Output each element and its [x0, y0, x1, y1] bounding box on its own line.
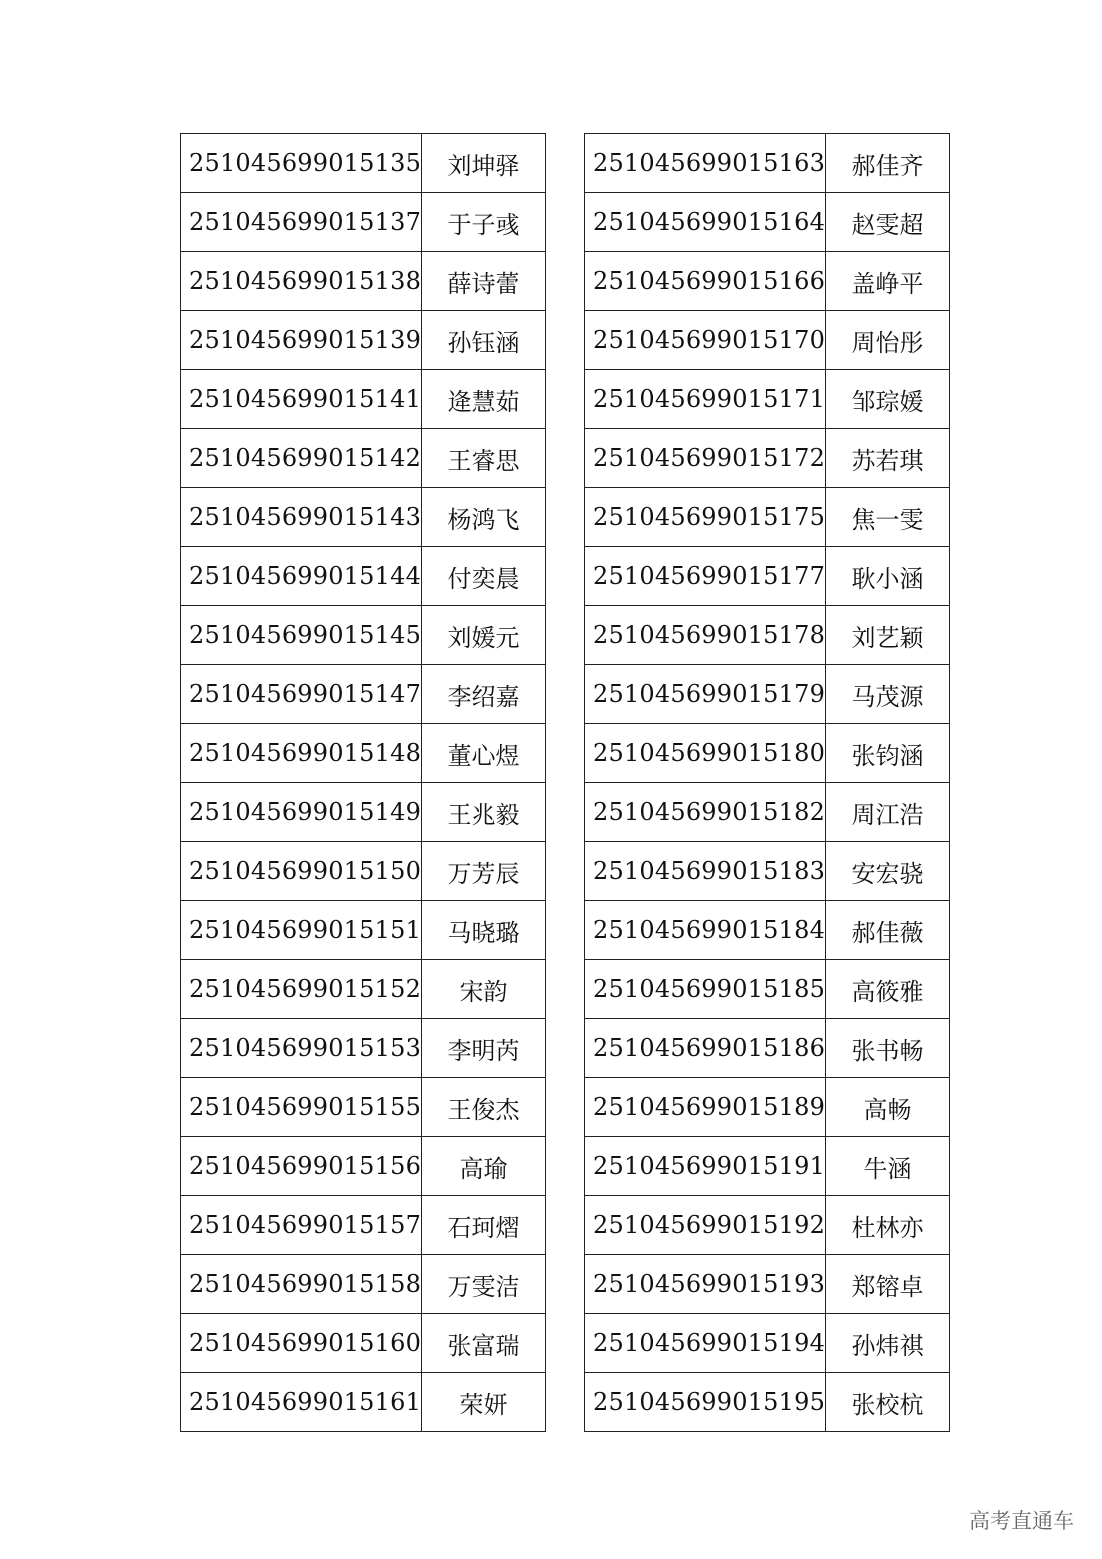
candidate-id-cell: 251045699015192 — [585, 1196, 826, 1255]
candidate-id-cell: 251045699015191 — [585, 1137, 826, 1196]
candidate-name-cell: 王睿思 — [422, 429, 546, 488]
watermark: 高考直通车 — [969, 1509, 1074, 1533]
table-row — [585, 724, 950, 783]
candidate-id-cell: 251045699015156 — [181, 1137, 422, 1196]
candidate-id-cell: 251045699015144 — [181, 547, 422, 606]
candidate-name-cell: 董心煜 — [422, 724, 546, 783]
candidate-id-cell: 251045699015189 — [585, 1078, 826, 1137]
candidate-id-cell: 251045699015150 — [181, 842, 422, 901]
candidate-name-cell: 周江浩 — [826, 783, 950, 842]
candidate-id-cell: 251045699015182 — [585, 783, 826, 842]
candidate-name-cell: 付奕晨 — [422, 547, 546, 606]
candidate-id-cell: 251045699015171 — [585, 370, 826, 429]
candidate-name-cell: 刘媛元 — [422, 606, 546, 665]
table-row — [181, 1196, 546, 1255]
candidate-name-cell: 宋韵 — [422, 960, 546, 1019]
candidate-id-cell: 251045699015175 — [585, 488, 826, 547]
table-row — [585, 134, 950, 193]
table-row — [181, 1373, 546, 1432]
table-row — [181, 665, 546, 724]
table-row — [181, 370, 546, 429]
table-row — [585, 370, 950, 429]
table-row — [181, 311, 546, 370]
candidate-name-cell: 高筱雅 — [826, 960, 950, 1019]
candidate-id-cell: 251045699015178 — [585, 606, 826, 665]
table-row — [585, 311, 950, 370]
candidate-name-cell: 王兆毅 — [422, 783, 546, 842]
candidate-id-cell: 251045699015153 — [181, 1019, 422, 1078]
table-row — [181, 547, 546, 606]
candidate-id-cell: 251045699015170 — [585, 311, 826, 370]
candidate-name-cell: 邹琮媛 — [826, 370, 950, 429]
candidate-name-cell: 王俊杰 — [422, 1078, 546, 1137]
candidate-name-cell: 孙钰涵 — [422, 311, 546, 370]
candidate-id-cell: 251045699015166 — [585, 252, 826, 311]
candidate-name-cell: 高畅 — [826, 1078, 950, 1137]
table-row — [181, 1255, 546, 1314]
candidate-id-cell: 251045699015158 — [181, 1255, 422, 1314]
candidate-id-cell: 251045699015160 — [181, 1314, 422, 1373]
candidate-name-cell: 周怡彤 — [826, 311, 950, 370]
right-roster-table — [584, 133, 950, 1432]
candidate-name-cell: 李明芮 — [422, 1019, 546, 1078]
candidate-name-cell: 薛诗蕾 — [422, 252, 546, 311]
candidate-name-cell: 耿小涵 — [826, 547, 950, 606]
candidate-id-cell: 251045699015179 — [585, 665, 826, 724]
candidate-id-cell: 251045699015177 — [585, 547, 826, 606]
candidate-name-cell: 万雯洁 — [422, 1255, 546, 1314]
candidate-id-cell: 251045699015161 — [181, 1373, 422, 1432]
table-row — [181, 429, 546, 488]
candidate-id-cell: 251045699015183 — [585, 842, 826, 901]
candidate-name-cell: 杜林亦 — [826, 1196, 950, 1255]
candidate-id-cell: 251045699015137 — [181, 193, 422, 252]
candidate-name-cell: 石珂熠 — [422, 1196, 546, 1255]
table-row — [585, 429, 950, 488]
candidate-id-cell: 251045699015193 — [585, 1255, 826, 1314]
table-row — [585, 1314, 950, 1373]
table-row — [585, 1196, 950, 1255]
candidate-id-cell: 251045699015186 — [585, 1019, 826, 1078]
candidate-id-cell: 251045699015157 — [181, 1196, 422, 1255]
table-row — [181, 783, 546, 842]
table-row — [585, 842, 950, 901]
candidate-name-cell: 刘坤驿 — [422, 134, 546, 193]
candidate-name-cell: 张书畅 — [826, 1019, 950, 1078]
table-row — [585, 1373, 950, 1432]
table-row — [181, 1137, 546, 1196]
candidate-name-cell: 杨鸿飞 — [422, 488, 546, 547]
candidate-name-cell: 郝佳齐 — [826, 134, 950, 193]
table-row — [585, 488, 950, 547]
candidate-id-cell: 251045699015151 — [181, 901, 422, 960]
candidate-name-cell: 郑镕卓 — [826, 1255, 950, 1314]
candidate-name-cell: 马茂源 — [826, 665, 950, 724]
candidate-name-cell: 逄慧茹 — [422, 370, 546, 429]
table-row — [585, 606, 950, 665]
candidate-name-cell: 安宏骁 — [826, 842, 950, 901]
candidate-name-cell: 焦一雯 — [826, 488, 950, 547]
table-row — [585, 960, 950, 1019]
candidate-name-cell: 郝佳薇 — [826, 901, 950, 960]
candidate-id-cell: 251045699015138 — [181, 252, 422, 311]
candidate-id-cell: 251045699015143 — [181, 488, 422, 547]
candidate-name-cell: 盖峥平 — [826, 252, 950, 311]
table-row — [585, 252, 950, 311]
table-row — [585, 1019, 950, 1078]
table-row — [585, 1255, 950, 1314]
table-row — [181, 488, 546, 547]
left-roster-table — [180, 133, 546, 1432]
candidate-name-cell: 牛涵 — [826, 1137, 950, 1196]
table-row — [181, 960, 546, 1019]
table-row — [181, 901, 546, 960]
candidate-id-cell: 251045699015185 — [585, 960, 826, 1019]
candidate-id-cell: 251045699015141 — [181, 370, 422, 429]
candidate-id-cell: 251045699015180 — [585, 724, 826, 783]
table-row — [181, 193, 546, 252]
candidate-id-cell: 251045699015155 — [181, 1078, 422, 1137]
table-row — [585, 783, 950, 842]
table-row — [181, 1019, 546, 1078]
table-row — [181, 842, 546, 901]
table-row — [585, 547, 950, 606]
candidate-name-cell: 赵雯超 — [826, 193, 950, 252]
candidate-id-cell: 251045699015195 — [585, 1373, 826, 1432]
candidate-id-cell: 251045699015147 — [181, 665, 422, 724]
table-row — [585, 1078, 950, 1137]
table-row — [585, 1137, 950, 1196]
table-row — [181, 606, 546, 665]
candidate-id-cell: 251045699015164 — [585, 193, 826, 252]
candidate-id-cell: 251045699015142 — [181, 429, 422, 488]
candidate-name-cell: 荣妍 — [422, 1373, 546, 1432]
candidate-id-cell: 251045699015163 — [585, 134, 826, 193]
candidate-id-cell: 251045699015194 — [585, 1314, 826, 1373]
candidate-id-cell: 251045699015148 — [181, 724, 422, 783]
candidate-id-cell: 251045699015149 — [181, 783, 422, 842]
candidate-id-cell: 251045699015139 — [181, 311, 422, 370]
candidate-id-cell: 251045699015172 — [585, 429, 826, 488]
table-row — [181, 1314, 546, 1373]
table-row — [181, 724, 546, 783]
table-row — [585, 901, 950, 960]
table-row — [585, 193, 950, 252]
table-row — [181, 134, 546, 193]
candidate-id-cell: 251045699015145 — [181, 606, 422, 665]
candidate-name-cell: 苏若琪 — [826, 429, 950, 488]
candidate-name-cell: 高瑜 — [422, 1137, 546, 1196]
table-row — [181, 1078, 546, 1137]
candidate-name-cell: 张校杭 — [826, 1373, 950, 1432]
candidate-name-cell: 李绍嘉 — [422, 665, 546, 724]
candidate-name-cell: 张富瑞 — [422, 1314, 546, 1373]
candidate-name-cell: 于子彧 — [422, 193, 546, 252]
candidate-name-cell: 马晓璐 — [422, 901, 546, 960]
table-row — [181, 252, 546, 311]
candidate-name-cell: 刘艺颖 — [826, 606, 950, 665]
candidate-id-cell: 251045699015135 — [181, 134, 422, 193]
candidate-id-cell: 251045699015152 — [181, 960, 422, 1019]
candidate-id-cell: 251045699015184 — [585, 901, 826, 960]
candidate-name-cell: 孙炜祺 — [826, 1314, 950, 1373]
candidate-name-cell: 张钧涵 — [826, 724, 950, 783]
candidate-name-cell: 万芳辰 — [422, 842, 546, 901]
table-row — [585, 665, 950, 724]
